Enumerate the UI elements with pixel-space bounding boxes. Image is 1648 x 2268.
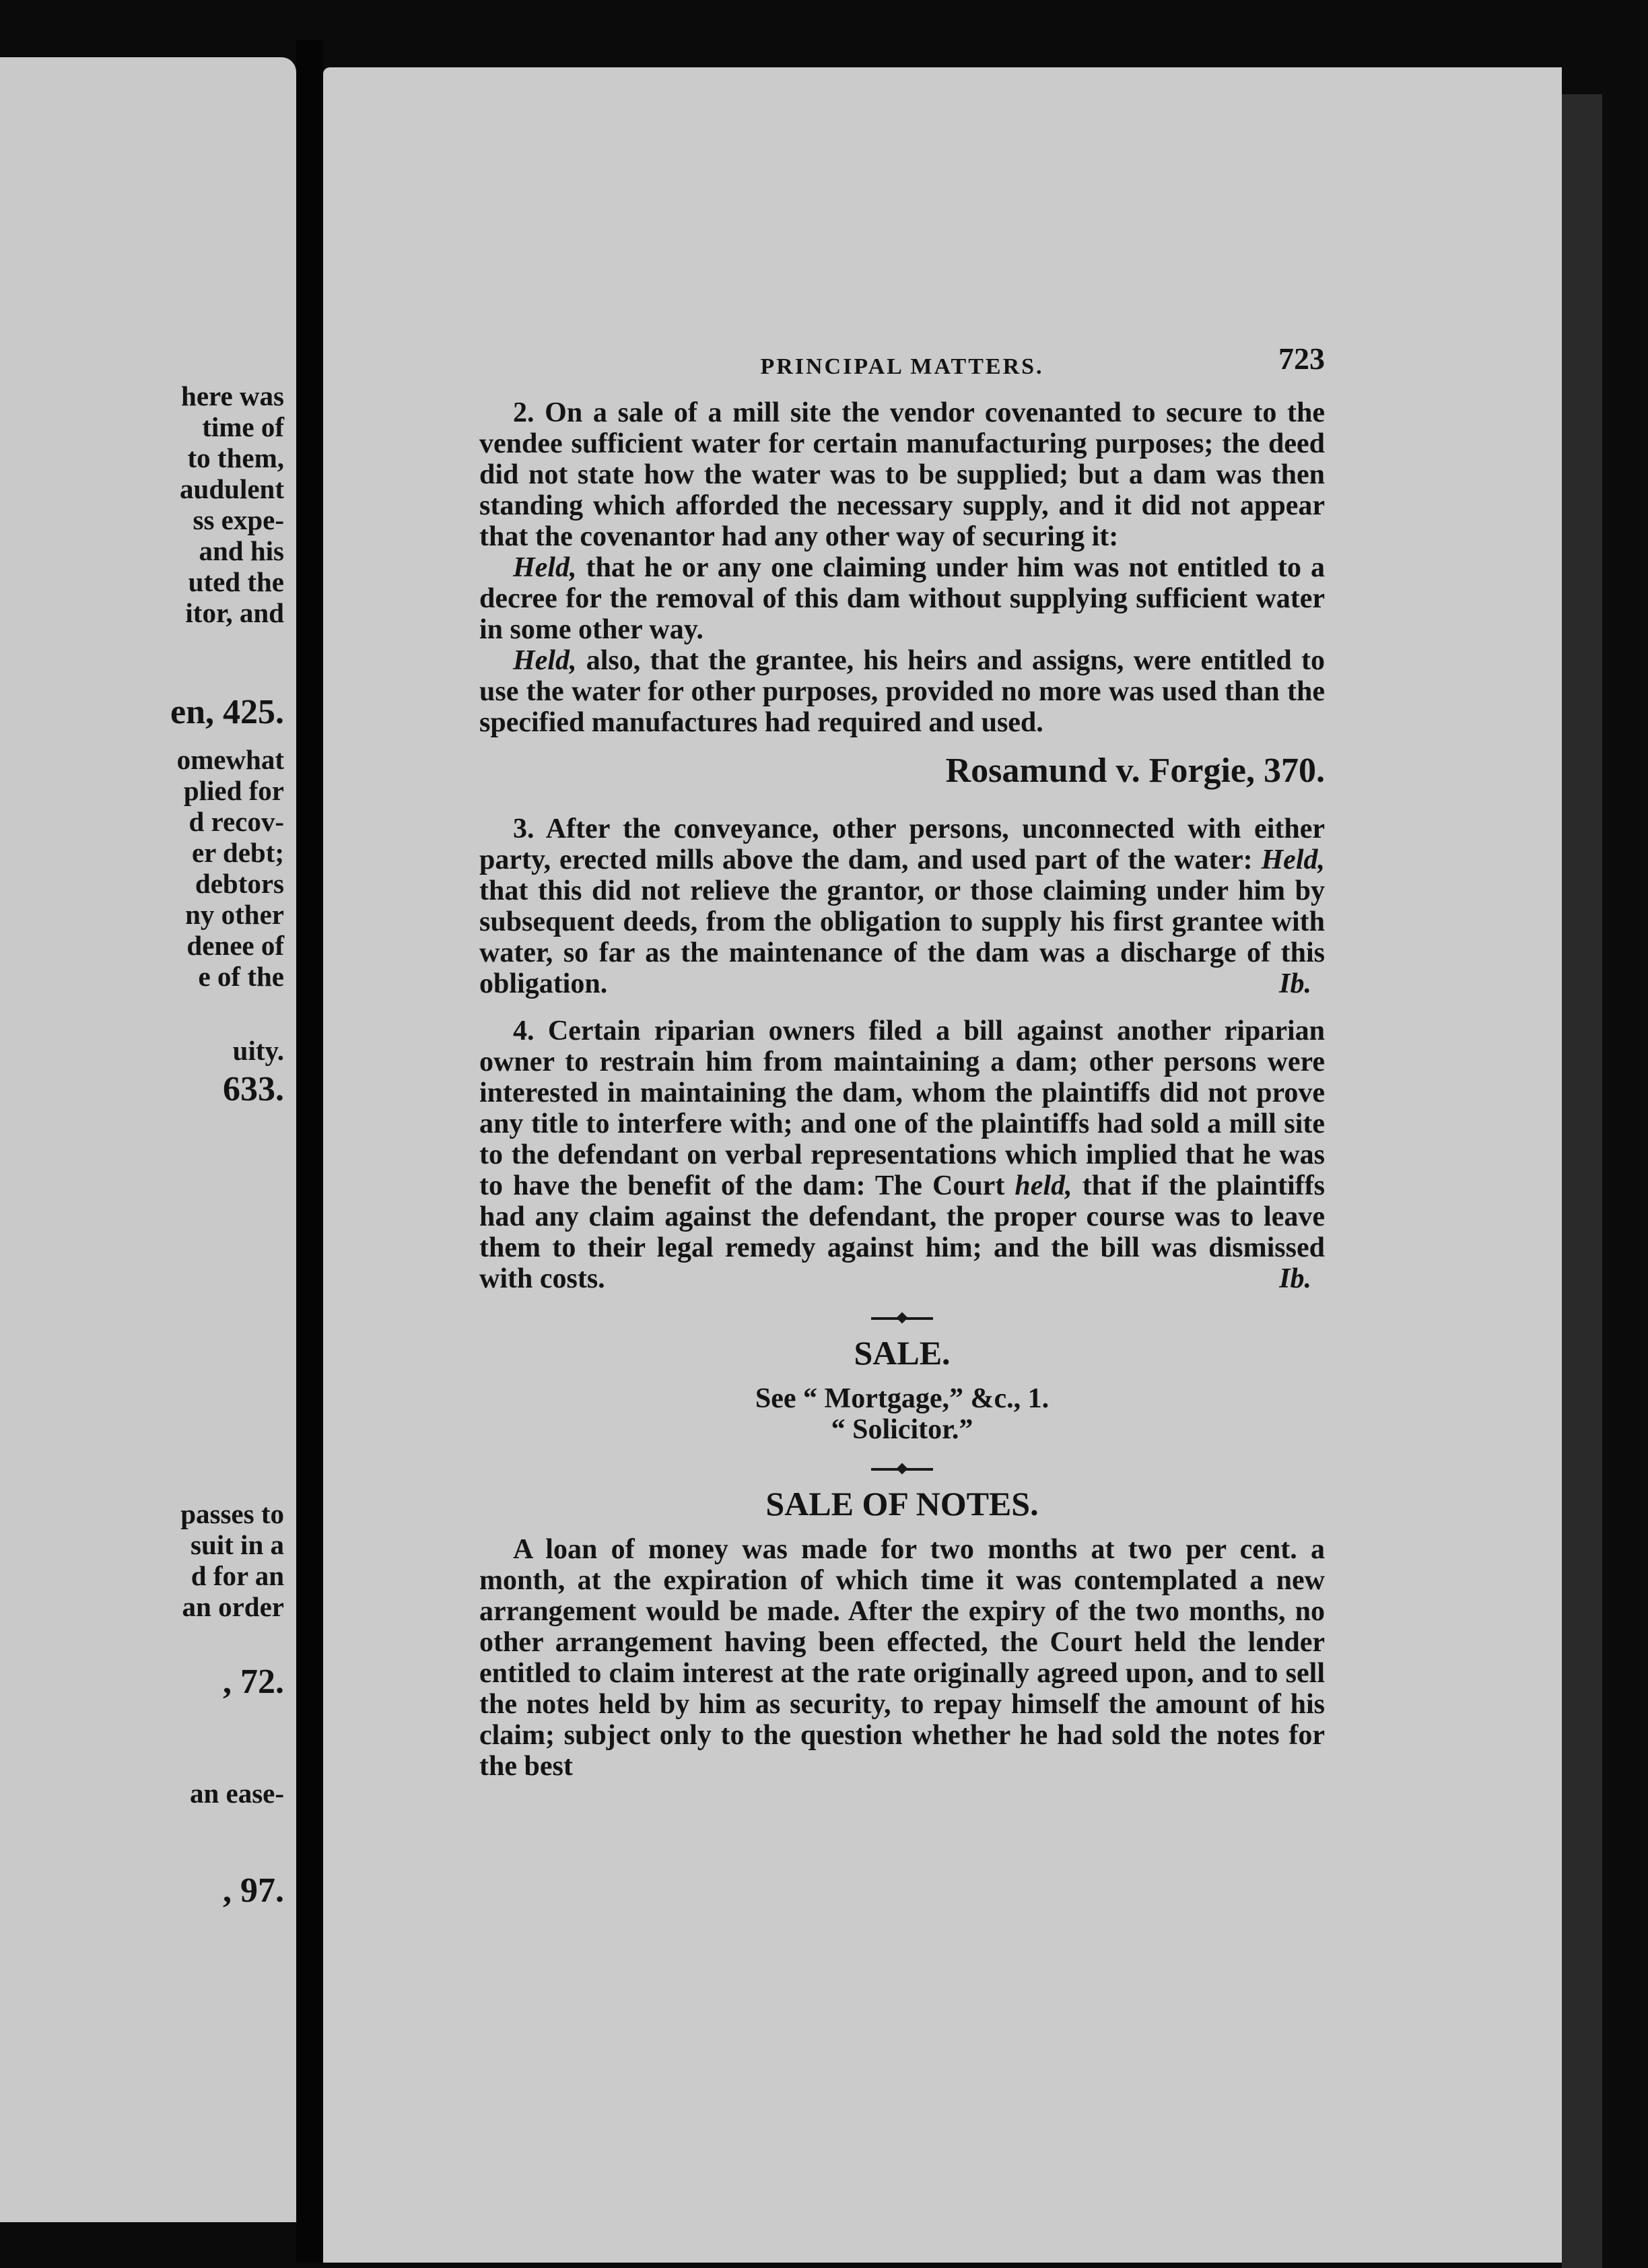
section-divider [871, 1317, 933, 1320]
page-edge [1562, 94, 1602, 2268]
left-page-fragment [0, 57, 296, 2222]
held-label: held, [1015, 1170, 1072, 1201]
paragraph-3-text: that this did not relieve the grantor, or those claiming under him by subsequent deeds, from the obligation to supply his first grantee with water, so far as the maintenance of the dam was a discharge of this obligation. [479, 875, 1325, 999]
left-page-line: an ease- [189, 1778, 284, 1809]
held-label: Held, [513, 552, 577, 583]
left-page-line: to them, [187, 442, 284, 473]
left-page-line: audulent [180, 473, 284, 504]
left-page-line: passes to [180, 1498, 284, 1529]
left-page-line: suit in a [191, 1529, 284, 1560]
ibid-reference: Ib. [1279, 1263, 1311, 1294]
left-page-line: uity. [232, 1035, 284, 1066]
left-page-line: omewhat [176, 744, 284, 775]
held-label: Held, [513, 645, 577, 676]
text-column [479, 343, 1325, 1782]
left-page-line: denee of [186, 930, 284, 961]
running-head-title: PRINCIPAL MATTERS. [760, 354, 1044, 379]
case-citation: Rosamund v. Forgie, 370. [945, 752, 1325, 790]
see-reference-2: “ Solicitor.” [831, 1414, 973, 1445]
see-reference-1: See “ Mortgage,” &c., 1. [755, 1383, 1050, 1414]
paragraph-4-text: that if the plaintiffs had any claim against the defendant, the proper course was to leave them to their legal remedy against him; and the bill was dismissed with costs. [479, 1170, 1326, 1294]
paragraph-4 [479, 1015, 1325, 1294]
held-label: Held, [1261, 844, 1325, 875]
section-heading-sale: SALE. [854, 1334, 951, 1372]
held-paragraph-1 [479, 552, 1325, 645]
left-page-line: e of the [198, 961, 284, 992]
left-page-line: uted the [188, 566, 284, 597]
left-page-line: ss expe- [193, 504, 284, 535]
left-page-line: , 97. [223, 1871, 284, 1910]
paragraph-sale-of-notes: A loan of money was made for two months at two per cent. a month, at the expiration of which time it was contemplated a new arrangement would be made. After the expiry of the two months, no other arrangement having been effected, the Court held the lender entitled to claim interest at the rate originally agreed upon, and to sell the notes held by him as security, to repay himself the amount of his claim; subject only to the question whether he had sold the notes for the best [479, 1534, 1325, 1782]
held-text: that he or any one claiming under him was not entitled to a decree for the removal of this dam without supplying sufficient water in some other way. [479, 552, 1325, 645]
page-number: 723 [1278, 341, 1325, 376]
running-head [479, 343, 1325, 384]
left-page-line: time of [202, 411, 284, 442]
left-page-line: d recov- [188, 806, 284, 837]
left-page-line: plied for [183, 775, 284, 806]
left-page-line: here was [181, 380, 284, 411]
paragraph-3 [479, 813, 1325, 999]
paragraph-2: 2. On a sale of a mill site the vendor covenanted to secure to the vendee sufficient water for certain manufacturing purposes; the deed did not state how the water was to be supplied; but a dam was then standing which afforded the necessary supply, and it did not appear that the covenantor had any other way of securing it: [479, 397, 1325, 552]
section-heading-sale-of-notes: SALE OF NOTES. [765, 1485, 1039, 1523]
held-text: also, that the grantee, his heirs and assigns, were entitled to use the water for other purposes, provided no more was used than the specified manufactures had required and used. [479, 645, 1325, 738]
left-page-line: ny other [185, 899, 284, 930]
ibid-reference: Ib. [1279, 968, 1311, 999]
paragraph-3-text: 3. After the conveyance, other persons, unconnected with either party, erected mills above the dam, and used part of the water: [479, 813, 1325, 875]
left-page-line: en, 425. [170, 693, 284, 731]
left-page-line: d for an [191, 1560, 284, 1591]
left-page-line: debtors [195, 868, 284, 899]
paragraph-4-text: 4. Certain riparian owners filed a bill against another riparian owner to restrain him from maintaining a dam; other persons were interested in maintaining the dam, whom the plaintiffs did not prove any title to interfere with; and one of the plaintiffs had sold a mill site to the defendant on verbal representations which implied that he was to have the benefit of the dam: The Court [479, 1015, 1325, 1201]
left-page-line: and his [199, 535, 284, 566]
left-page-line: er debt; [191, 837, 284, 868]
held-paragraph-2 [479, 645, 1325, 738]
left-page-line: itor, and [185, 597, 284, 628]
section-divider [871, 1468, 933, 1471]
left-page-line: an order [182, 1591, 284, 1622]
book-gutter [296, 40, 323, 2263]
right-page [323, 67, 1562, 2263]
left-page-line: 633. [223, 1070, 284, 1108]
left-page-line: , 72. [223, 1663, 284, 1701]
